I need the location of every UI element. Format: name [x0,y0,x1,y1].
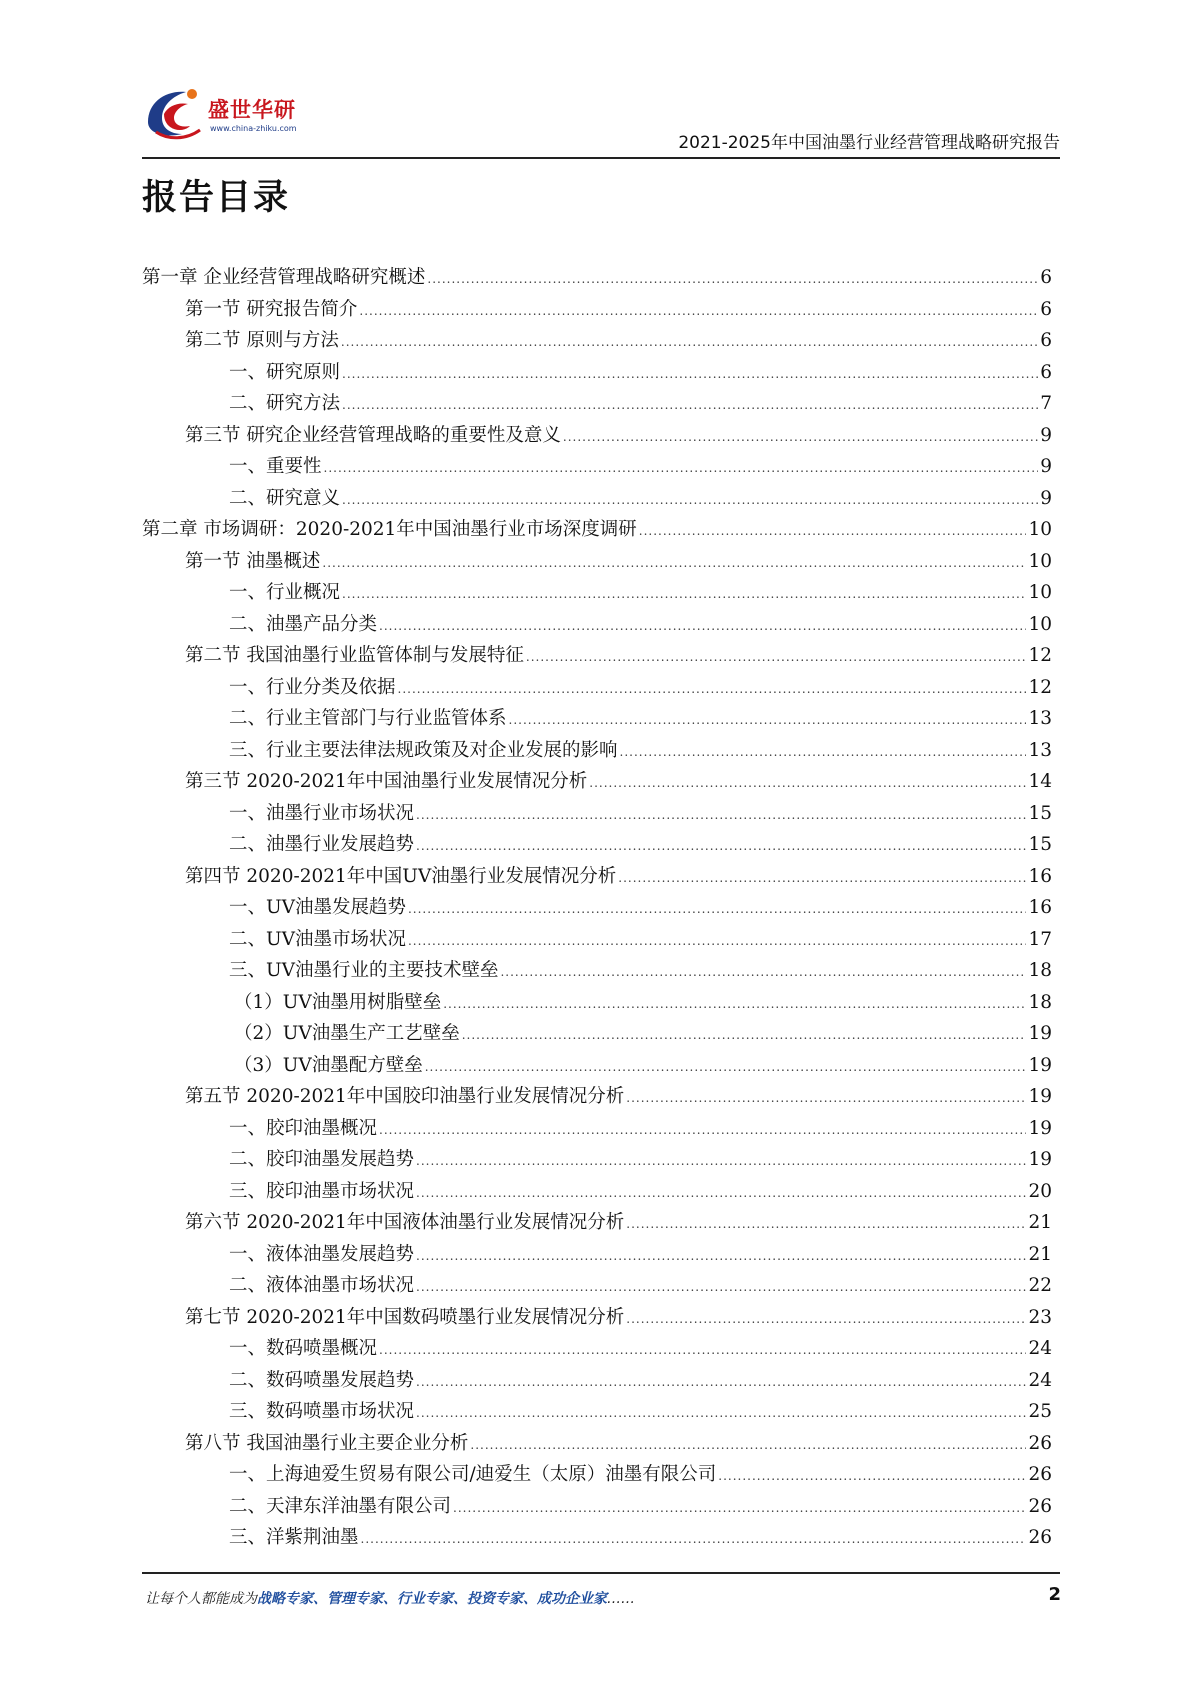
toc-entry-page: 19 [1028,1117,1052,1139]
toc-entry-title: 二、UV油墨市场状况 [229,928,406,950]
toc-entry-page: 10 [1028,582,1052,603]
toc-entry-page: 16 [1028,865,1052,887]
toc-leader-dots [379,611,1026,643]
toc-leader-dots [324,453,1039,485]
toc-entry-page: 13 [1028,739,1052,761]
toc-leader-dots [342,579,1026,611]
toc-leader-dots [563,422,1038,454]
toc-entry-page: 16 [1028,897,1052,918]
toc-entry-title: 第五节 2020-2021年中国胶印油墨行业发展情况分析 [185,1086,625,1107]
toc-entry[interactable] [142,262,1052,294]
toc-entry-page: 12 [1028,645,1052,666]
toc-entry-page: 26 [1028,1464,1052,1485]
toc-leader-dots [359,296,1038,328]
toc-leader-dots [618,863,1026,895]
toc-leader-dots [416,1398,1026,1430]
toc-entry-title: 一、UV油墨发展趋势 [229,897,406,918]
toc-entry[interactable] [142,451,1052,483]
toc-entry-title: 二、行业主管部门与行业监管体系 [229,708,507,729]
toc-entry[interactable] [142,1018,1052,1050]
toc-entry-title: 二、研究意义 [229,487,341,509]
toc-leader-dots [500,957,1026,989]
toc-entry[interactable] [142,546,1052,578]
toc-entry[interactable] [142,703,1052,735]
toc-entry[interactable] [142,1459,1052,1491]
toc-entry-page: 6 [1040,298,1052,320]
toc-leader-dots [322,548,1026,580]
toc-entry-title: 第六节 2020-2021年中国液体油墨行业发展情况分析 [185,1212,625,1233]
toc-entry-page: 12 [1028,676,1052,698]
toc-entry-title: 第三节 研究企业经营管理战略的重要性及意义 [185,424,561,446]
toc-entry-title: 第四节 2020-2021年中国UV油墨行业发展情况分析 [185,865,617,887]
document-title: 2021-2025年中国油墨行业经营管理战略研究报告 [678,133,1060,153]
footer-divider [142,1572,1060,1574]
footer-slogan-highlight: 战略专家、管理专家、行业专家、投资专家、成功企业家 [257,1591,607,1607]
toc-entry[interactable] [142,1428,1052,1460]
toc-entry[interactable] [142,514,1052,546]
toc-entry-title: 三、胶印油墨市场状况 [229,1180,415,1202]
toc-entry-page: 18 [1028,991,1052,1013]
toc-leader-dots [589,768,1026,800]
toc-leader-dots [509,705,1027,737]
toc-entry-title: 一、行业概况 [229,582,341,603]
toc-entry[interactable] [142,420,1052,452]
toc-entry[interactable] [142,672,1052,704]
footer-slogan [145,1588,635,1608]
toc-entry-page: 15 [1028,802,1052,824]
toc-leader-dots [416,1146,1026,1178]
toc-entry[interactable] [142,1144,1052,1176]
toc-entry[interactable] [142,357,1052,389]
logo-name: 盛世华研 [208,98,296,122]
toc-entry[interactable] [142,294,1052,326]
toc-entry[interactable] [142,1270,1052,1302]
toc-entry-title: 第二节 原则与方法 [185,330,339,351]
toc-entry-page: 18 [1028,960,1052,981]
toc-entry-page: 19 [1028,1086,1052,1107]
logo-url: www.china-zhiku.com [210,124,297,133]
toc-entry[interactable] [142,325,1052,357]
toc-leader-dots [416,800,1026,832]
toc-entry[interactable] [142,1365,1052,1397]
toc-entry-title: （3）UV油墨配方壁垒 [234,1054,423,1076]
toc-entry-page: 10 [1028,519,1052,540]
toc-entry-page: 26 [1028,1432,1052,1454]
toc-leader-dots [416,1272,1026,1304]
toc-entry[interactable] [142,1396,1052,1428]
toc-entry-title: 三、数码喷墨市场状况 [229,1401,415,1422]
toc-entry-title: 三、行业主要法律法规政策及对企业发展的影响 [229,739,618,761]
toc-entry-page: 21 [1028,1243,1052,1265]
toc-entry-title: 第一章 企业经营管理战略研究概述 [142,267,426,288]
table-of-contents [142,262,1052,1554]
toc-entry[interactable] [142,735,1052,767]
toc-entry-title: 二、液体油墨市场状况 [229,1275,415,1296]
toc-entry-title: 二、数码喷墨发展趋势 [229,1369,415,1391]
toc-entry-page: 19 [1028,1023,1052,1044]
toc-entry[interactable] [142,577,1052,609]
toc-entry-page: 10 [1028,550,1052,572]
toc-entry[interactable] [142,1176,1052,1208]
toc-entry-page: 17 [1028,928,1052,950]
toc-leader-dots [361,1524,1027,1556]
toc-entry-title: 第一节 研究报告简介 [185,298,358,320]
toc-leader-dots [639,516,1027,548]
toc-entry[interactable] [142,955,1052,987]
toc-leader-dots [408,894,1027,926]
toc-entry-page: 6 [1040,267,1052,288]
toc-leader-dots [416,1367,1026,1399]
toc-entry-title: （2）UV油墨生产工艺壁垒 [234,1023,460,1044]
toc-entry[interactable] [142,1239,1052,1271]
toc-entry[interactable] [142,987,1052,1019]
toc-entry[interactable] [142,1491,1052,1523]
toc-entry-title: 三、UV油墨行业的主要技术壁垒 [229,960,499,981]
toc-entry-title: 二、油墨产品分类 [229,613,378,635]
toc-leader-dots [408,926,1027,958]
company-logo [142,84,317,144]
toc-leader-dots [470,1430,1026,1462]
toc-entry[interactable] [142,829,1052,861]
toc-leader-dots [416,1178,1026,1210]
toc-entry-page: 26 [1028,1527,1052,1548]
toc-entry[interactable] [142,1302,1052,1334]
toc-entry[interactable] [142,924,1052,956]
toc-entry-title: 第二节 我国油墨行业监管体制与发展特征 [185,645,524,666]
toc-entry-title: 第一节 油墨概述 [185,550,321,572]
header-divider [142,157,1060,159]
toc-entry-page: 6 [1040,361,1052,383]
toc-entry-title: 一、重要性 [229,456,322,477]
toc-entry-title: 一、上海迪爱生贸易有限公司/迪爱生（太原）油墨有限公司 [229,1464,717,1485]
toc-entry-page: 24 [1028,1338,1052,1359]
toc-entry[interactable] [142,892,1052,924]
toc-entry-page: 7 [1040,393,1052,414]
toc-leader-dots [416,831,1026,863]
toc-entry[interactable] [142,1081,1052,1113]
toc-entry-title: 二、胶印油墨发展趋势 [229,1149,415,1170]
toc-entry-title: 三、洋紫荆油墨 [229,1527,359,1548]
toc-entry-title: 一、胶印油墨概况 [229,1117,378,1139]
toc-entry-page: 20 [1028,1180,1052,1202]
footer-slogan-suffix: …… [607,1591,635,1607]
toc-entry[interactable] [142,1050,1052,1082]
toc-entry-page: 15 [1028,834,1052,855]
toc-entry-title: 第八节 我国油墨行业主要企业分析 [185,1432,469,1454]
toc-entry[interactable] [142,1333,1052,1365]
toc-entry-page: 9 [1040,456,1052,477]
toc-entry[interactable] [142,609,1052,641]
toc-leader-dots [379,1115,1026,1147]
toc-leader-dots [398,674,1027,706]
toc-entry-page: 13 [1028,708,1052,729]
toc-entry-page: 9 [1040,487,1052,509]
page-header [142,78,1060,158]
toc-leader-dots [342,390,1038,422]
toc-entry-title: 第二章 市场调研：2020-2021年中国油墨行业市场深度调研 [142,519,637,540]
toc-entry[interactable] [142,483,1052,515]
toc-entry-page: 23 [1028,1306,1052,1328]
toc-entry-page: 9 [1040,424,1052,446]
toc-entry-title: （1）UV油墨用树脂壁垒 [234,991,442,1013]
toc-entry-title: 一、行业分类及依据 [229,676,396,698]
toc-entry-page: 26 [1028,1495,1052,1517]
toc-leader-dots [626,1083,1026,1115]
toc-leader-dots [462,1020,1027,1052]
toc-entry-page: 14 [1028,771,1052,792]
page-title: 报告目录 [142,178,291,218]
toc-entry-page: 10 [1028,613,1052,635]
toc-entry[interactable] [142,1113,1052,1145]
toc-entry-page: 6 [1040,330,1052,351]
toc-leader-dots [443,989,1026,1021]
toc-entry-title: 二、天津东洋油墨有限公司 [229,1495,452,1517]
toc-entry-page: 25 [1028,1401,1052,1422]
toc-entry[interactable] [142,1207,1052,1239]
toc-entry[interactable] [142,388,1052,420]
toc-entry-title: 二、油墨行业发展趋势 [229,834,415,855]
toc-entry[interactable] [142,640,1052,672]
toc-leader-dots [342,485,1038,517]
toc-entry-title: 一、液体油墨发展趋势 [229,1243,415,1265]
toc-leader-dots [626,1304,1026,1336]
toc-entry[interactable] [142,861,1052,893]
toc-entry-page: 19 [1028,1149,1052,1170]
toc-entry-page: 21 [1028,1212,1052,1233]
footer-slogan-prefix: 让每个人都能成为 [145,1591,257,1607]
toc-leader-dots [379,1335,1026,1367]
toc-entry-title: 第三节 2020-2021年中国油墨行业发展情况分析 [185,771,588,792]
toc-entry[interactable] [142,766,1052,798]
toc-leader-dots [425,1052,1027,1084]
toc-entry-page: 24 [1028,1369,1052,1391]
page-number: 2 [1048,1584,1061,1605]
toc-leader-dots [453,1493,1026,1525]
toc-entry[interactable] [142,1522,1052,1554]
toc-entry-page: 22 [1028,1275,1052,1296]
toc-leader-dots [526,642,1027,674]
toc-leader-dots [341,327,1038,359]
toc-leader-dots [416,1241,1026,1273]
toc-leader-dots [626,1209,1026,1241]
toc-entry-title: 一、数码喷墨概况 [229,1338,378,1359]
toc-leader-dots [718,1461,1026,1493]
toc-entry[interactable] [142,798,1052,830]
toc-entry-title: 二、研究方法 [229,393,341,414]
toc-leader-dots [620,737,1027,769]
toc-entry-title: 第七节 2020-2021年中国数码喷墨行业发展情况分析 [185,1306,625,1328]
logo-emblem-icon [142,84,208,144]
toc-entry-page: 19 [1028,1054,1052,1076]
toc-entry-title: 一、油墨行业市场状况 [229,802,415,824]
toc-leader-dots [342,359,1038,391]
toc-entry-title: 一、研究原则 [229,361,341,383]
toc-leader-dots [427,264,1038,296]
